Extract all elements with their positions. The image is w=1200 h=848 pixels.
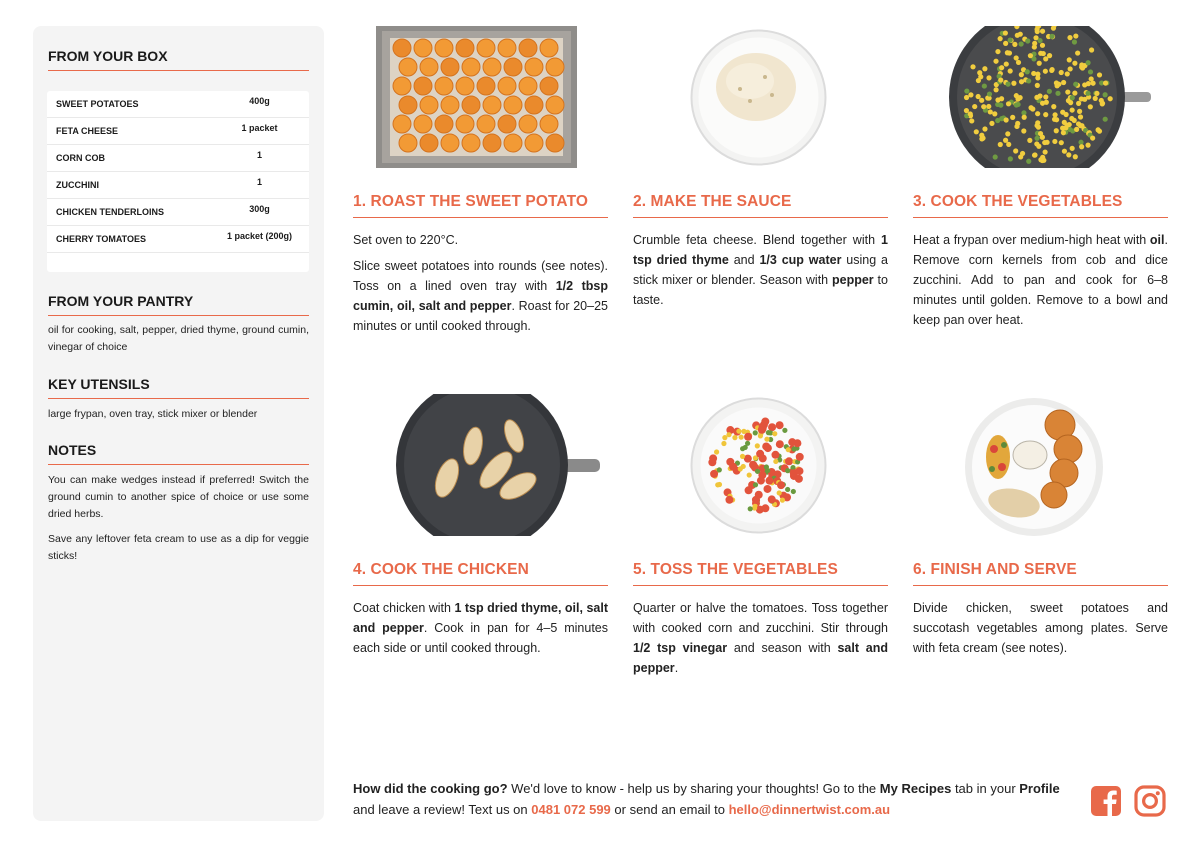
instruction-text: using a stick mixer or blender. Season with <box>633 253 888 287</box>
box-item-qty: 1 packet <box>241 123 278 133</box>
roast-sweet-potato-photo <box>376 26 577 168</box>
box-item-qty: 400g <box>249 96 270 106</box>
note-2: Save any leftover feta cream to use as a dip for veggie sticks! <box>48 533 309 562</box>
instruction-paragraph <box>353 256 608 336</box>
step-3-title: 3. COOK THE VEGETABLES <box>913 193 1168 218</box>
footer-bold: My Recipes <box>879 781 952 796</box>
bold-ingredient: 1/2 tsp vinegar <box>633 641 728 655</box>
box-item-name: CHICKEN TENDERLOINS <box>56 207 165 217</box>
phone-number-link[interactable]: 0481 072 599 <box>531 802 611 817</box>
box-item-qty: 1 packet (200g) <box>226 231 293 241</box>
footer-bold: Profile <box>1019 781 1060 796</box>
step-2-title: 2. MAKE THE SAUCE <box>633 193 888 218</box>
instruction-text: Divide chicken, sweet potatoes and succotash vegetables among plates. Serve with feta cream (see notes). <box>913 601 1168 655</box>
box-item-qty: 1 <box>256 177 262 187</box>
pantry-text: oil for cooking, salt, pepper, dried thyme, ground cumin, vinegar of choice <box>48 324 309 353</box>
footer-text: We'd love to know - help us by sharing your thoughts! Go to the <box>507 781 880 796</box>
step-1-title: 1. ROAST THE SWEET POTATO <box>353 193 608 218</box>
step-6-title: 6. FINISH AND SERVE <box>913 561 1168 586</box>
facebook-icon[interactable] <box>1090 785 1122 817</box>
instruction-text: and season with <box>727 641 838 655</box>
footer-text: or send an email to <box>610 802 729 817</box>
box-ingredients-table <box>47 91 309 272</box>
box-item-row <box>47 172 309 199</box>
bold-ingredient: 1/3 cup water <box>759 253 842 267</box>
instruction-text: . Roast for 20–25 minutes or until cooked through. <box>353 299 608 333</box>
instruction-paragraph <box>633 230 888 310</box>
box-item-name: CHERRY TOMATOES <box>56 234 147 244</box>
instruction-text: . Remove corn kernels from cob and dice zucchini. Add to pan and cook for 6–8 minutes until golden. Remove to a bowl and keep pan over heat. <box>913 233 1168 327</box>
instruction-paragraph <box>913 598 1168 658</box>
instruction-text: Slice sweet potatoes into rounds (see notes). Toss on a lined oven tray with <box>353 259 608 293</box>
instruction-text: Quarter or halve the tomatoes. Toss together with cooked corn and zucchini. Stir through <box>633 601 888 635</box>
box-item-row <box>47 118 309 145</box>
step-6-instructions <box>913 598 1168 664</box>
ingredients-sidebar <box>33 26 324 821</box>
instruction-text: Crumble feta cheese. Blend together with <box>633 233 882 247</box>
chicken-pan-photo <box>396 394 601 536</box>
instruction-text: . <box>674 661 679 675</box>
bold-ingredient: 1 tsp dried thyme, oil, salt and pepper <box>353 601 608 635</box>
bold-ingredient: 1 tsp dried thyme <box>633 233 888 267</box>
footer-text: tab in your <box>951 781 1020 796</box>
instruction-paragraph <box>353 230 608 250</box>
feta-sauce-photo <box>690 29 827 166</box>
step-1-instructions <box>353 230 608 342</box>
instruction-text: . Cook in pan for 4–5 minutes each side or until cooked through. <box>353 621 608 655</box>
step-3-instructions <box>913 230 1168 336</box>
finished-plate-photo <box>964 397 1104 537</box>
instruction-paragraph <box>353 598 608 658</box>
step-5-instructions <box>633 598 888 684</box>
email-link[interactable]: hello@dinnertwist.com.au <box>728 802 891 817</box>
instruction-text: and <box>728 253 760 267</box>
box-item-qty: 300g <box>249 204 270 214</box>
notes-heading: NOTES <box>48 442 309 465</box>
box-item-row <box>47 226 309 253</box>
step-2-instructions <box>633 230 888 316</box>
bold-ingredient: oil <box>1149 233 1165 247</box>
notes-text <box>48 472 309 573</box>
instruction-text: Heat a frypan over medium-high heat with <box>913 233 1150 247</box>
instruction-text: Set oven to 220°C. <box>353 233 459 247</box>
box-item-name: SWEET POTATOES <box>56 99 139 109</box>
step-4-title: 4. COOK THE CHICKEN <box>353 561 608 586</box>
key-utensils-heading: KEY UTENSILS <box>48 376 309 399</box>
box-item-row <box>47 91 309 118</box>
instagram-icon[interactable] <box>1134 785 1166 817</box>
bold-ingredient: 1/2 tbsp cumin, oil, salt and pepper <box>353 279 608 313</box>
feedback-text <box>353 778 1078 820</box>
instruction-paragraph <box>633 598 888 678</box>
box-item-name: CORN COB <box>56 153 105 163</box>
instruction-paragraph <box>913 230 1168 330</box>
from-your-box-heading: FROM YOUR BOX <box>48 48 309 71</box>
step-5-title: 5. TOSS THE VEGETABLES <box>633 561 888 586</box>
footer-text: and leave a review! Text us on <box>353 802 532 817</box>
box-item-name: FETA CHEESE <box>56 126 119 136</box>
footer-bold: How did the cooking go? <box>353 781 508 796</box>
note-1: You can make wedges instead if preferred! Switch the ground cumin to another spice of choice or use some dried herbs. <box>48 474 309 520</box>
bold-ingredient: pepper <box>832 273 874 287</box>
bold-ingredient: salt and pepper <box>633 641 888 675</box>
box-item-name: ZUCCHINI <box>56 180 99 190</box>
utensils-text: large frypan, oven tray, stick mixer or blender <box>48 408 258 420</box>
box-item-row <box>47 145 309 172</box>
step-4-instructions <box>353 598 608 664</box>
box-item-row <box>47 199 309 226</box>
instruction-text: Coat chicken with <box>353 601 455 615</box>
tossed-vegetables-photo <box>690 397 827 534</box>
box-item-qty: 1 <box>256 150 262 160</box>
from-your-pantry-heading: FROM YOUR PANTRY <box>48 293 309 316</box>
instruction-text: to taste. <box>633 273 888 307</box>
corn-zucchini-pan-photo <box>947 26 1160 168</box>
